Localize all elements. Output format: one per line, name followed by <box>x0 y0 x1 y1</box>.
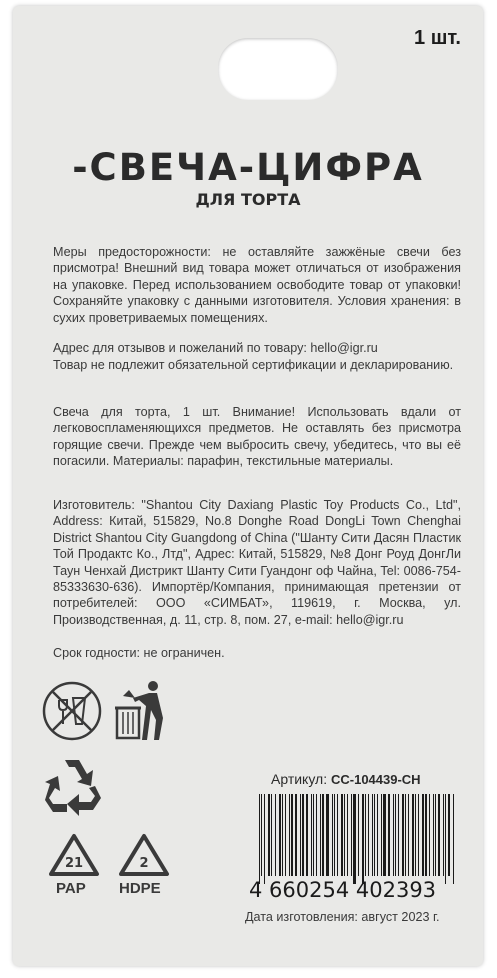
barcode <box>249 794 461 902</box>
article-number <box>271 771 421 787</box>
recycle-triangle-icon <box>117 832 171 878</box>
certification-text: Товар не подлежит обязательной сертификации и декларированию. <box>53 358 454 372</box>
hang-hole <box>218 38 338 100</box>
recycle-icon <box>39 754 105 820</box>
product-subtitle: ДЛЯ ТОРТА <box>195 190 301 209</box>
pap-label: PAP <box>56 880 86 897</box>
product-title: -СВЕЧА-ЦИФРА <box>72 146 424 189</box>
package-card <box>13 6 483 966</box>
barcode-bars <box>259 794 455 876</box>
tidyman-icon <box>113 678 171 744</box>
article-value: СС-104439-СН <box>330 772 421 787</box>
pap-code: 21 <box>64 856 84 871</box>
hdpe-label: HDPE <box>119 880 161 897</box>
manufacturer-text: Изготовитель: "Shantou City Daxiang Plastic Toy Products Co., Ltd", Address: Китай, 515829, No.8 Donghe Road DongLi Town Chenghai District Shantou City Guangdong of China ("Шанту Сити Дасян Пластик Той Продактс Ко., Лтд", Адрес: Китай, 515829, №8 Донг Роуд ДонгЛи Таун Ченхай Дистрикт Шанту Сити Гуандонг оф Чайна, Tel: 0086-754-85333630-636). Импортёр/Компания, принимающая претензии от потребителей: ООО «СИМБАТ», 119619, г. Москва, ул. Производственная, д. 11, стр. 8, пом. 27, e-mail: hello@igr.ru <box>53 498 461 627</box>
manufacture-date: Дата изготовления: август 2023 г. <box>245 910 440 924</box>
hdpe-code: 2 <box>139 856 149 871</box>
shelf-life-text: Срок годности: не ограничен. <box>53 646 225 660</box>
no-food-contact-icon <box>41 680 103 742</box>
recycle-triangle-icon <box>47 832 101 878</box>
barcode-number: 4 660254 402393 <box>249 878 437 902</box>
article-label: Артикул: <box>271 771 328 787</box>
precautions-text: Меры предосторожности: не оставляйте зажжёные свечи без присмотра! Внешний вид товара может отличаться от изображения на упаковке. Перед использованием освободите товар от упаковки! Сохраняйте упаковку с данными изготовителя. Условия хранения: в сухих проветриваемых помещениях. <box>53 245 461 325</box>
description-text: Свеча для торта, 1 шт. Внимание! Использовать вдали от легковоспламеняющихся предметов. Не оставлять без присмотра горящие свечи. Прежде чем выбросить свечу, убедитесь, что вы её погасили. Материалы: парафин, текстильные материалы. <box>53 405 461 469</box>
quantity-label: 1 шт. <box>414 27 461 49</box>
feedback-text: Адрес для отзывов и пожеланий по товару: hello@igr.ru <box>53 341 378 355</box>
